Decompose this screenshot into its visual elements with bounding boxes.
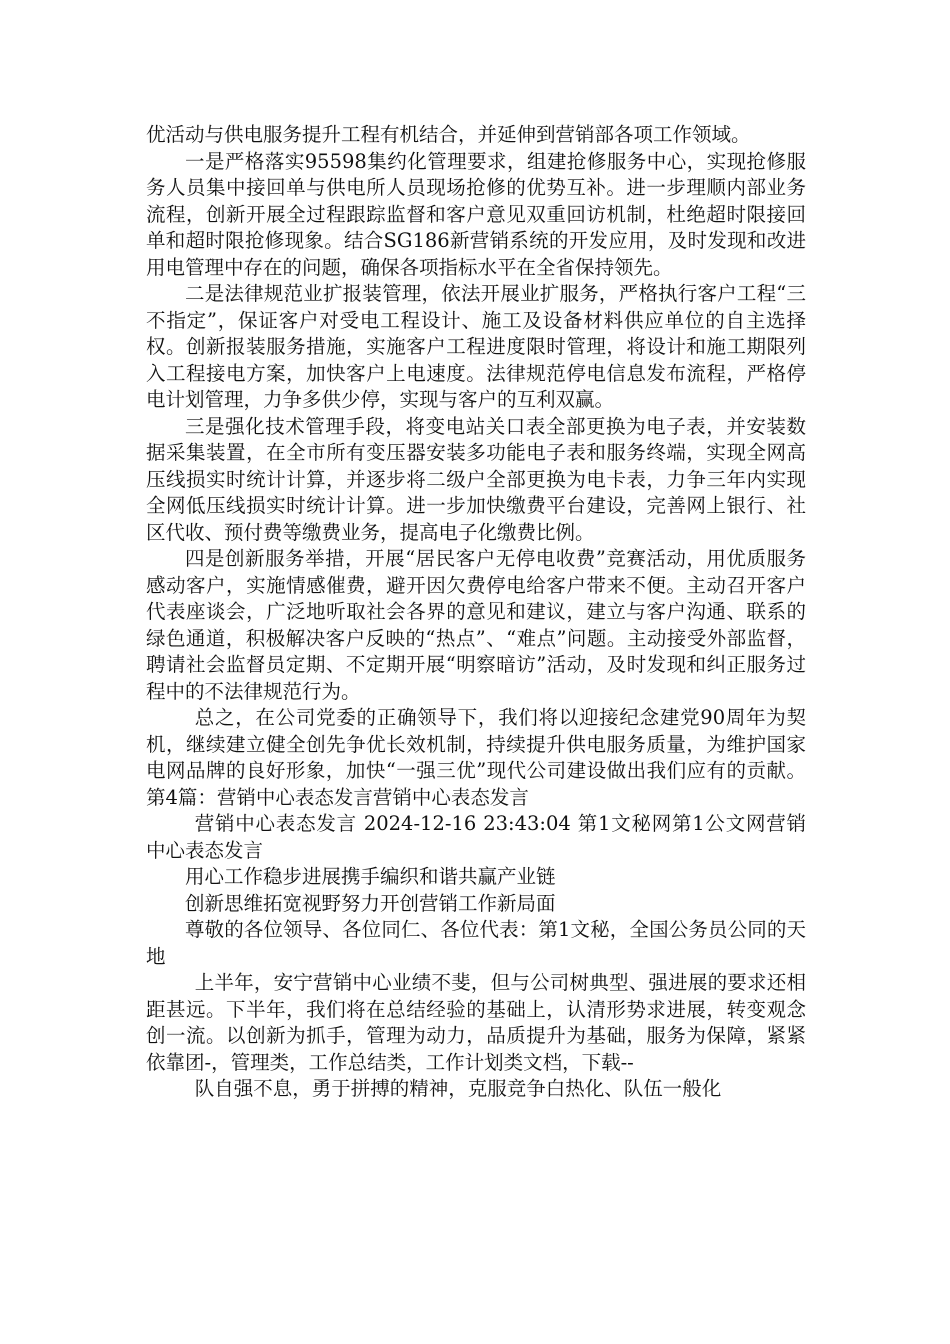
paragraph-team-spirit: 队自强不息，勇于拼搏的精神，克服竞争白热化、队伍一般化 xyxy=(194,1077,722,1100)
paragraph-point-three: 三是强化技术管理手段，将变电站关口表全部更换为电子表，并安装数据采集装置，在全市所有变压器安装多功能电子表和服务终端，实现全网高压线损实时统计计算，并逐步将二级户全部更换为电卡表，力争三年内实现全网低压线损实时统计计算。进一步加快缴费平台建设，完善网上银行、社区代收、预付费等缴费业务，提高电子化缴费比例。 xyxy=(146,414,806,544)
paragraph-subtitle-two: 创新思维拓宽视野努力开创营销工作新局面 xyxy=(185,891,556,915)
paragraph-point-two: 二是法律规范业扩报装管理，依法开展业扩服务，严格执行客户工程“三不指定”，保证客户对受电工程设计、施工及设备材料供应单位的自主选择权。创新报装服务措施，实施客户工程进度限时管理，将设计和施工期限列入工程接电方案，加快客户上电速度。法律规范停电信息发布流程，严格停电计划管理，力争多供少停，实现与客户的互利双赢。 xyxy=(146,282,806,411)
paragraph-first-half-year: 上半年，安宁营销中心业绩不斐，但与公司树典型、强进展的要求还相距甚远。下半年，我们将在总结经验的基础上，认清形势求进展，转变观念创一流。以创新为抓手，管理为动力，品质提升为基础，服务为保障，紧紧依靠团-，管理类，工作总结类，工作计划类文档，下载-- xyxy=(146,971,806,1074)
paragraph-subtitle-one: 用心工作稳步进展携手编织和谐共赢产业链 xyxy=(185,865,556,888)
paragraph-conclusion: 总之，在公司党委的正确领导下，我们将以迎接纪念建党90周年为契机，继续建立健全创先争优长效机制，持续提升供电服务质量，为维护国家电网品牌的良好形象，加快“一强三优”现代公司建设做出我们应有的贡献。第4篇：营销中心表态发言营销中心表态发言 xyxy=(146,706,806,809)
paragraph-point-one: 一是严格落实95598集约化管理要求，组建抢修服务中心，实现抢修服务人员集中接回单与供电所人员现场抢修的优势互补。进一步理顺内部业务流程，创新开展全过程跟踪监督和客户意见双重回访机制，杜绝超时限接回单和超时限抢修现象。结合SG186新营销系统的开发应用，及时发现和改进用电管理中存在的问题，确保各项指标水平在全省保持领先。 xyxy=(146,149,806,279)
paragraph-continuation: 优活动与供电服务提升工程有机结合，并延伸到营销部各项工作领域。 xyxy=(146,123,751,146)
paragraph-point-four: 四是创新服务举措，开展“居民客户无停电收费”竞赛活动，用优质服务感动客户，实施情感催费，避开因欠费停电给客户带来不便。主动召开客户代表座谈会，广泛地听取社会各界的意见和建议，建立与客户沟通、联系的绿色通道，积极解决客户反映的“热点”、“难点”问题。主动接受外部监督，聘请社会监督员定期、不定期开展“明察暗访”活动，及时发现和纠正服务过程中的不法律规范行为。 xyxy=(146,547,806,703)
paragraph-article-header: 营销中心表态发言 2024-12-16 23:43:04 第1文秘网第1公文网营销中心表态发言 xyxy=(146,812,806,862)
paragraph-salutation: 尊敬的各位领导、各位同仁、各位代表：第1文秘，全国公务员公同的天地 xyxy=(146,918,806,968)
document-body xyxy=(146,122,806,1103)
